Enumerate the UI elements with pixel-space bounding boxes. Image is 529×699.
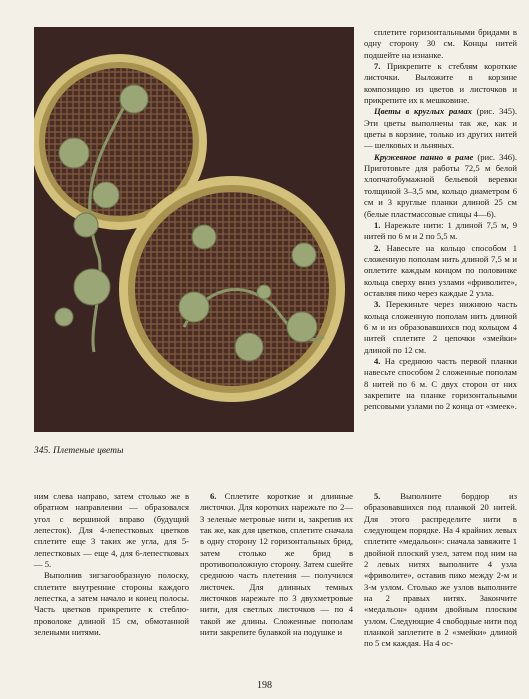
paragraph (200, 491, 353, 638)
step-number: 7. (374, 61, 381, 72)
paragraph-text: На среднюю часть первой планки навесьте способом 2 сложенные пополам 8 нитей по 6 м. С двух сторон от них закрепите на планке горизонтальными репсовыми узлами по 2 конца от «змеек». (364, 355, 517, 412)
step-number: 4. (374, 355, 381, 366)
paragraph (364, 220, 517, 243)
text-column-bottom-middle (200, 491, 353, 638)
text-column-bottom-right (364, 491, 517, 650)
paragraph (34, 570, 189, 638)
step-number: 6. (210, 491, 217, 501)
flowers-photo (34, 27, 354, 432)
paragraph-heading: Кружевное панно в раме (374, 151, 474, 162)
paragraph-text: Перекиньте через нижнюю часть кольца сложенную пополам нить длиной 6 м и из образовавшихся под кольцом 4 нитей сплетите 2 цепочки «змейки» длиной по 12 см. (364, 299, 517, 355)
paragraph-text: Выполнив зигзагообразную полоску, сплетите внутренние стороны каждого лепестка, а затем начало и конец полосы. Часть цветков прикрепите к стеблю-проволоке длиной 15 см, обмотанной зелеными нитями. (34, 570, 189, 638)
paragraph-text: Нарежьте нити: 1 длиной 7,5 м, 9 нитей по 6 м и 2 по 5,5 м. (364, 219, 517, 242)
text-column-right-top (364, 27, 517, 413)
step-number: 2. (374, 242, 381, 253)
paragraph-text: Навесьте на кольцо способом 1 сложенную пополам нить длиной 7,5 м и оплетите каждым концом по половинке кольца сверху вниз узлами «фриволите», оставляя пико через каждые 2 узла. (364, 242, 517, 298)
paragraph (34, 491, 189, 570)
paragraph-text: ним слева направо, затем столько же в обратном направлении — образовался угол с вершиной вправо (будущий лепесток). Для 4-лепестковых цветков сплетите еще 3 таких же угла, для 5-лепестковых — еще 4, для 6-лепестковых — 5. (34, 491, 189, 570)
paragraph-text: Выполните бордюр из образовавшихся под планкой 20 нитей. Для этого распределите нити в следующем порядке. На 4 крайних левых сплетите «медальон»: сначала завяжите 1 двойной плоский узел, затем под ним на 2 левых нитях выполните 4 узла «фриволите», оставив пико между 2-м и 3-м узлом. Столько же узлов выполните на 2 правых нитях. Закончите «медальон» одним двойным плоским узлом. Следующие 4 свободные нити под планкой заплетите в 2 «змейки» длиной по 5 см каждая. На 4 ос- (364, 491, 517, 649)
paragraph-text: Прикрепите к стеблям короткие листочки. Выложите в корзине композицию из цветов и листочков и прикрепите их к мешковине. (364, 61, 517, 106)
paragraph (364, 356, 517, 413)
paragraph (364, 299, 517, 356)
step-number: 1. (374, 219, 381, 230)
step-number: 3. (374, 299, 381, 310)
paragraph-text: (рис. 345). Эти цветы выполнены так же, как и цветы в корзине, только из других нитей — шелковых и льняных. (364, 106, 517, 151)
paragraph (364, 106, 517, 151)
paragraph (364, 152, 517, 220)
photo-illustration (34, 27, 354, 432)
paragraph (364, 243, 517, 300)
paragraph (364, 27, 517, 61)
paragraph (364, 61, 517, 106)
paragraph-text: (рис. 346). Приготовьте для работы 72,5 м белой хлопчатобумажной бельевой веревки толщиной 3–3,5 мм, кольцо диаметром 6 см и 3 круглые планки длиной 25 см (белые пластмассовые спицы 4—6). (364, 151, 518, 219)
page-number: 198 (257, 680, 272, 691)
paragraph (364, 491, 517, 650)
paragraph-text: сплетите горизонтальными бридами в одну сторону 30 см. Концы нитей подшейте на изнанке. (364, 27, 517, 60)
paragraph-text: Сплетите короткие и длинные листочки. Для коротких нарежьте по 2—3 зеленые метровые нити и, закрепив их так же, как для цветков, сплетите сначала в одну сторону 12 горизонтальных брид, затем столько же брид в противоположную сторону. Затем сшейте среднюю часть плетения — получился листочек. Для длинных темных листочков нарежьте по 3 двухметровые нити, для светлых листочков — по 4 такой же длины. Сложенные пополам нити закрепите булавкой на подушке и (200, 491, 353, 638)
step-number: 5. (374, 491, 381, 501)
text-column-bottom-left (34, 491, 189, 638)
figure-caption: 345. Плетеные цветы (34, 446, 124, 456)
paragraph-heading: Цветы в круглых рамах (374, 106, 472, 117)
